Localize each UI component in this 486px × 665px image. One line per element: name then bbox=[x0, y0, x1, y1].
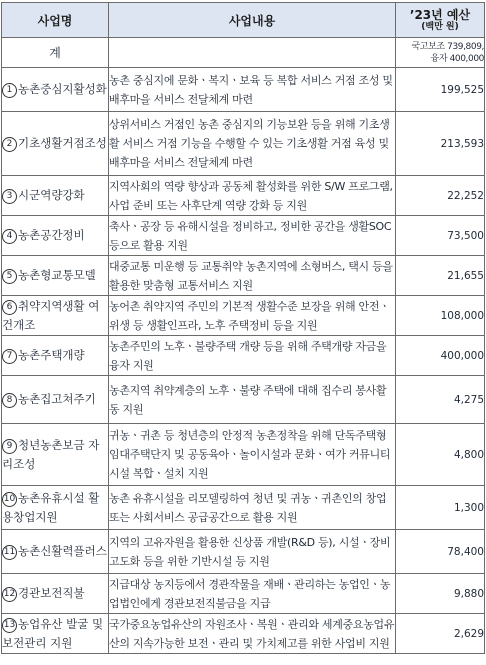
table-row bbox=[2, 486, 485, 530]
project-description: 축사ㆍ공장 등 유해시설을 정비하고, 정비한 공간을 생활SOC 등으로 활용 지원 bbox=[109, 216, 396, 256]
row-number-badge: 3 bbox=[2, 189, 17, 204]
project-name-cell bbox=[2, 574, 109, 614]
project-name-cell bbox=[2, 68, 109, 112]
row-number-badge: 11 bbox=[2, 545, 17, 560]
total-desc-empty bbox=[109, 38, 396, 68]
project-name: 청년농촌보금 자리조성 bbox=[2, 437, 100, 471]
row-number-badge: 8 bbox=[2, 393, 17, 408]
header-budget-label: ’23년 예산 bbox=[409, 7, 471, 22]
row-number-badge: 12 bbox=[2, 587, 17, 602]
project-description: 농촌 중심지에 문화ㆍ복지ㆍ보육 등 복합 서비스 거점 조성 및 배후마을 서비스 전달체계 마련 bbox=[109, 68, 396, 112]
total-amount-subsidy: 국고보조 739,809, bbox=[411, 41, 484, 52]
project-name-cell bbox=[2, 176, 109, 216]
project-budget: 1,300 bbox=[396, 486, 485, 530]
project-name-cell bbox=[2, 424, 109, 486]
project-description: 지역의 고유자원을 활용한 신상품 개발(R&D 등), 시설ㆍ장비 고도화 등을 위한 기반시설 등 지원 bbox=[109, 530, 396, 574]
project-name-cell bbox=[2, 296, 109, 336]
project-budget: 4,800 bbox=[396, 424, 485, 486]
table-row bbox=[2, 336, 485, 376]
row-number-badge: 5 bbox=[2, 269, 17, 284]
project-name: 시군역량강화 bbox=[18, 188, 85, 202]
project-name-cell bbox=[2, 614, 109, 654]
row-number-badge: 10 bbox=[2, 492, 17, 507]
project-description: 농촌 유휴시설을 리모델링하여 청년 및 귀농ㆍ귀촌인의 창업 또는 사회서비스 공급공간으로 활용 지원 bbox=[109, 486, 396, 530]
project-name: 농촌신활력플러스 bbox=[18, 544, 107, 558]
project-budget: 2,629 bbox=[396, 614, 485, 654]
row-number-badge: 4 bbox=[2, 229, 17, 244]
project-name: 농촌중심지활성화 bbox=[18, 82, 107, 96]
project-description: 농촌주민의 노후ㆍ불량주택 개량 등을 위해 주택개량 자금을 융자 지원 bbox=[109, 336, 396, 376]
row-number-badge: 1 bbox=[2, 83, 17, 98]
header-budget bbox=[396, 3, 485, 38]
project-budget: 22,252 bbox=[396, 176, 485, 216]
table-row bbox=[2, 216, 485, 256]
table-row bbox=[2, 176, 485, 216]
project-budget: 78,400 bbox=[396, 530, 485, 574]
project-name: 경관보전직불 bbox=[18, 586, 85, 600]
project-description: 농어촌 취약지역 주민의 기본적 생활수준 보장을 위해 안전ㆍ위생 등 생활인프라, 노후 주택정비 등을 지원 bbox=[109, 296, 396, 336]
project-name: 기초생활거점조성 bbox=[18, 136, 107, 150]
project-name-cell bbox=[2, 112, 109, 176]
budget-table bbox=[1, 2, 485, 654]
table-row bbox=[2, 424, 485, 486]
total-row bbox=[2, 38, 485, 68]
row-number-badge: 13 bbox=[2, 618, 17, 633]
project-budget: 9,880 bbox=[396, 574, 485, 614]
row-number-badge: 2 bbox=[2, 137, 17, 152]
project-name: 농촌유휴시설 활용창업지원 bbox=[2, 490, 100, 524]
table-row bbox=[2, 296, 485, 336]
project-description: 귀농ㆍ귀촌 등 청년층의 안정적 농촌정착을 위해 단독주택형 임대주택단지 및 공동육아ㆍ놀이시설과 문화ㆍ여가 커뮤니티시설 복합ㆍ설치 지원 bbox=[109, 424, 396, 486]
project-budget: 73,500 bbox=[396, 216, 485, 256]
table-row bbox=[2, 614, 485, 654]
project-description: 지급대상 농지등에서 경관작물을 재배ㆍ관리하는 농업인ㆍ농업법인에게 경관보전직불금을 지급 bbox=[109, 574, 396, 614]
project-name: 농촌형교통모델 bbox=[18, 268, 96, 282]
project-description: 지역사회의 역량 향상과 공동체 활성화를 위한 S/W 프로그램, 사업 준비 또는 사후단계 역량 강화 등 지원 bbox=[109, 176, 396, 216]
project-description: 농촌지역 취약계층의 노후ㆍ불량 주택에 대해 집수리 봉사활동 지원 bbox=[109, 376, 396, 424]
header-row bbox=[2, 3, 485, 38]
project-description: 국가중요농업유산의 자원조사ㆍ복원ㆍ관리와 세계중요농업유산의 지속가능한 보전ㆍ관리 및 가치제고를 위한 사업비 지원 bbox=[109, 614, 396, 654]
table-row bbox=[2, 256, 485, 296]
table-row bbox=[2, 530, 485, 574]
table-row bbox=[2, 68, 485, 112]
project-budget: 213,593 bbox=[396, 112, 485, 176]
project-name: 농촌집고쳐주기 bbox=[18, 392, 96, 406]
project-name: 농촌공간정비 bbox=[18, 228, 85, 242]
project-name-cell bbox=[2, 256, 109, 296]
total-amount-loan: 융자 400,000 bbox=[430, 53, 484, 64]
project-budget: 108,000 bbox=[396, 296, 485, 336]
project-name-cell bbox=[2, 336, 109, 376]
project-name: 농업유산 발굴 및 보전관리 지원 bbox=[2, 616, 104, 650]
header-project-name: 사업명 bbox=[2, 3, 109, 38]
table-row bbox=[2, 376, 485, 424]
project-description: 대중교통 미운행 등 교통취약 농촌지역에 소형버스, 택시 등을 활용한 맞춤형 교통서비스 지원 bbox=[109, 256, 396, 296]
project-name: 취약지역생활 여건개조 bbox=[2, 298, 100, 332]
row-number-badge: 9 bbox=[2, 439, 17, 454]
project-budget: 21,655 bbox=[396, 256, 485, 296]
table-row bbox=[2, 112, 485, 176]
row-number-badge: 7 bbox=[2, 349, 17, 364]
project-name-cell bbox=[2, 530, 109, 574]
project-name-cell bbox=[2, 376, 109, 424]
row-number-badge: 6 bbox=[2, 300, 17, 315]
header-project-content: 사업내용 bbox=[109, 3, 396, 38]
project-name-cell bbox=[2, 486, 109, 530]
project-budget: 199,525 bbox=[396, 68, 485, 112]
table-row bbox=[2, 574, 485, 614]
project-budget: 4,275 bbox=[396, 376, 485, 424]
header-budget-unit: (백만 원) bbox=[421, 21, 459, 32]
total-label: 계 bbox=[2, 38, 109, 68]
project-budget: 400,000 bbox=[396, 336, 485, 376]
total-amount bbox=[396, 38, 485, 68]
project-name: 농촌주택개량 bbox=[18, 348, 85, 362]
project-description: 상위서비스 거점인 농촌 중심지의 기능보완 등을 위해 기초생활 서비스 거점 기능을 수행할 수 있는 기초생활 거점 육성 및 배후마을 서비스 전달체계 마련 bbox=[109, 112, 396, 176]
project-name-cell bbox=[2, 216, 109, 256]
